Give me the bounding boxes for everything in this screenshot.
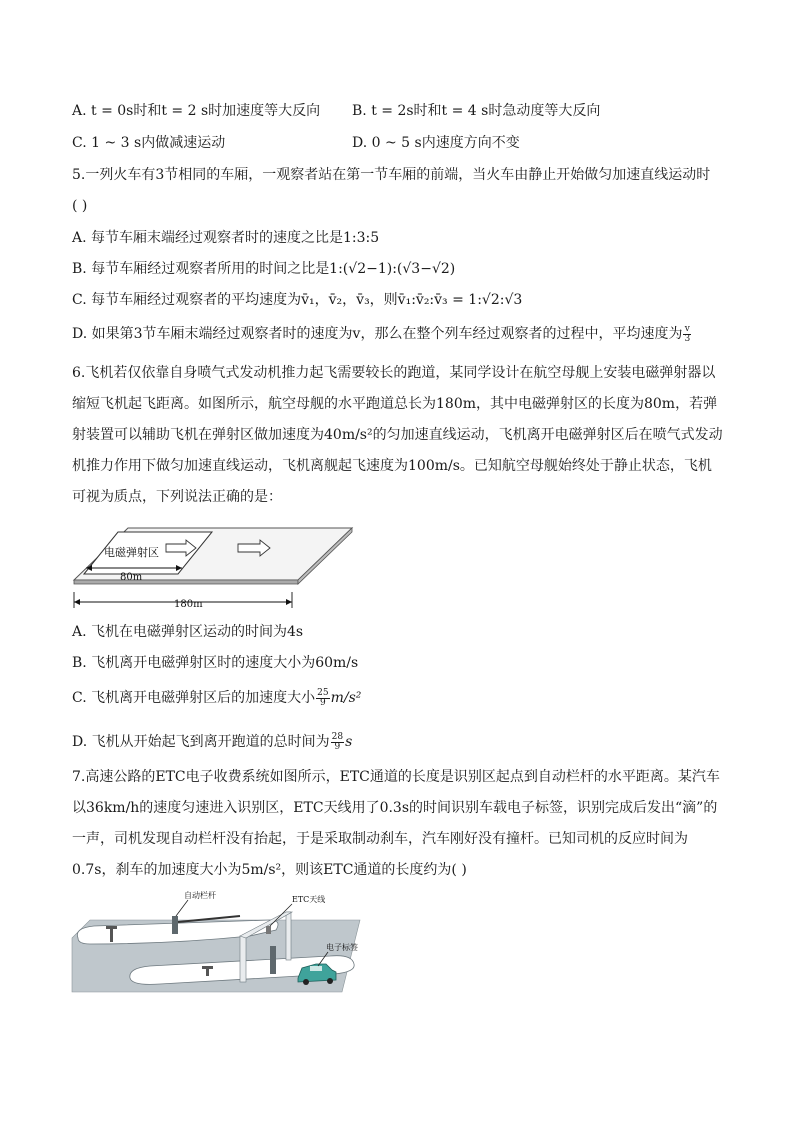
gate-label: 自动栏杆 [184,891,216,900]
q5-option-d [72,324,692,344]
q7-stem-line-1: 7.高速公路的ETC电子收费系统如图所示，ETC通道的长度是识别区起点到自动栏杆的水平距离。某汽车 [72,769,720,785]
q6-option-b: B. 飞机离开电磁弹射区时的速度大小为60m/s [72,655,359,671]
antenna-label: ETC天线 [292,895,326,904]
q4-option-a: A. t = 0s时和t = 2 s时加速度等大反向 [72,103,321,119]
q6-option-c-text: C. 飞机离开电磁弹射区后的加速度大小 [72,690,316,706]
q4-option-c: C. 1 ~ 3 s内做减速运动 [72,135,226,151]
q4-option-d: D. 0 ~ 5 s内速度方向不变 [352,135,520,151]
q6-stem-line-4: 机推力作用下做匀加速直线运动，飞机离舰起飞速度为100m/s。已知航空母舰始终处于静止状态，飞机 [72,458,712,474]
q6-option-d-unit: s [345,734,353,750]
gantry-pole-right [286,912,291,960]
post-cap [106,926,117,929]
q6-option-c [72,688,361,708]
q4-option-b: B. t = 2s时和t = 4 s时急动度等大反向 [352,103,601,119]
q6-stem-line-1: 6.飞机若仅依靠自身喷气式发动机推力起飞需要较长的跑道，某同学设计在航空母舰上安装电磁弹射器以 [72,365,716,381]
runway-side [74,580,298,584]
q5-stem-line-2: ( ) [72,198,88,214]
q5-option-a: A. 每节车厢末端经过观察者时的速度之比是1:3:5 [72,230,380,246]
gate-callout-line [176,900,188,916]
fraction-denominator: 3 [684,333,691,344]
arrowhead-left-icon [74,599,80,605]
q6-option-c-unit: m/s² [330,690,362,706]
gate-post [172,916,178,934]
car-wheel [303,979,309,985]
etc-figure [70,886,370,998]
q6-stem-line-3: 射装置可以辅助飞机在弹射区做加速度为40m/s²的匀加速直线运动，飞机离开电磁弹射区后在喷气式发动 [72,427,723,443]
tag-label: 电子标签 [326,943,358,952]
fraction-numerator: v [684,323,690,334]
etc-antenna [266,926,271,934]
post [206,968,209,976]
post [110,928,113,942]
q6-option-d-fraction [331,733,344,752]
q6-option-a: A. 飞机在电磁弹射区运动的时间为4s [72,624,304,640]
q5-option-d-fraction [683,325,691,344]
fraction-denominator: 9 [334,741,341,752]
q7-stem-line-2: 以36km/h的速度匀速进入识别区，ETC天线用了0.3s的时间识别车载电子标签，识别完成后发出“滴”的 [72,800,718,816]
q5-stem-line-1: 5.一列火车有3节相同的车厢，一观察者站在第一节车厢的前端，当火车由静止开始做匀加速直线运动时 [72,167,711,183]
q6-option-d-text: D. 飞机从开始起飞到离开跑道的总时间为 [72,734,330,750]
q5-option-d-text: D. 如果第3节车厢末端经过观察者时的速度为v，那么在整个列车经过观察者的过程中，平均速度为 [72,326,683,342]
q7-stem-line-3: 一声，司机发现自动栏杆没有抬起，于是采取制动刹车，汽车刚好没有撞杆。已知司机的反应时间为 [72,831,688,847]
gantry-pole-left [240,936,246,982]
booth-pillar [270,946,276,974]
post-cap [202,966,213,969]
q5-option-c: C. 每节车厢经过观察者的平均速度为v̄₁，v̄₂，v̄₃，则v̄₁:v̄₂:v̄₃ = 1:√2:√3 [72,292,523,308]
q6-option-c-fraction [316,689,329,708]
catapult-zone-label: 电磁弹射区 [104,546,159,559]
fraction-numerator: 28 [331,731,344,742]
arrowhead-right-icon [286,599,292,605]
q6-stem-line-2: 缩短飞机起飞距离。如图所示，航空母舰的水平跑道总长为180m，其中电磁弹射区的长度为80m，若弹 [72,396,718,412]
q7-stem-line-4: 0.7s，刹车的加速度大小为5m/s²，则该ETC通道的长度约为( ) [72,862,467,878]
q6-option-d [72,732,352,752]
fraction-denominator: 9 [319,697,326,708]
total-length-label: 180m [174,599,203,610]
zone-length-label: 80m [120,572,143,583]
q6-stem-line-5: 可视为质点，下列说法正确的是： [72,489,282,505]
fraction-numerator: 25 [317,687,329,698]
car-window [310,966,322,971]
q5-option-b: B. 每节车厢经过观察者所用的时间之比是1:(√2−1):(√3−√2) [72,261,456,277]
car-wheel [327,978,333,984]
runway-figure [70,518,355,618]
